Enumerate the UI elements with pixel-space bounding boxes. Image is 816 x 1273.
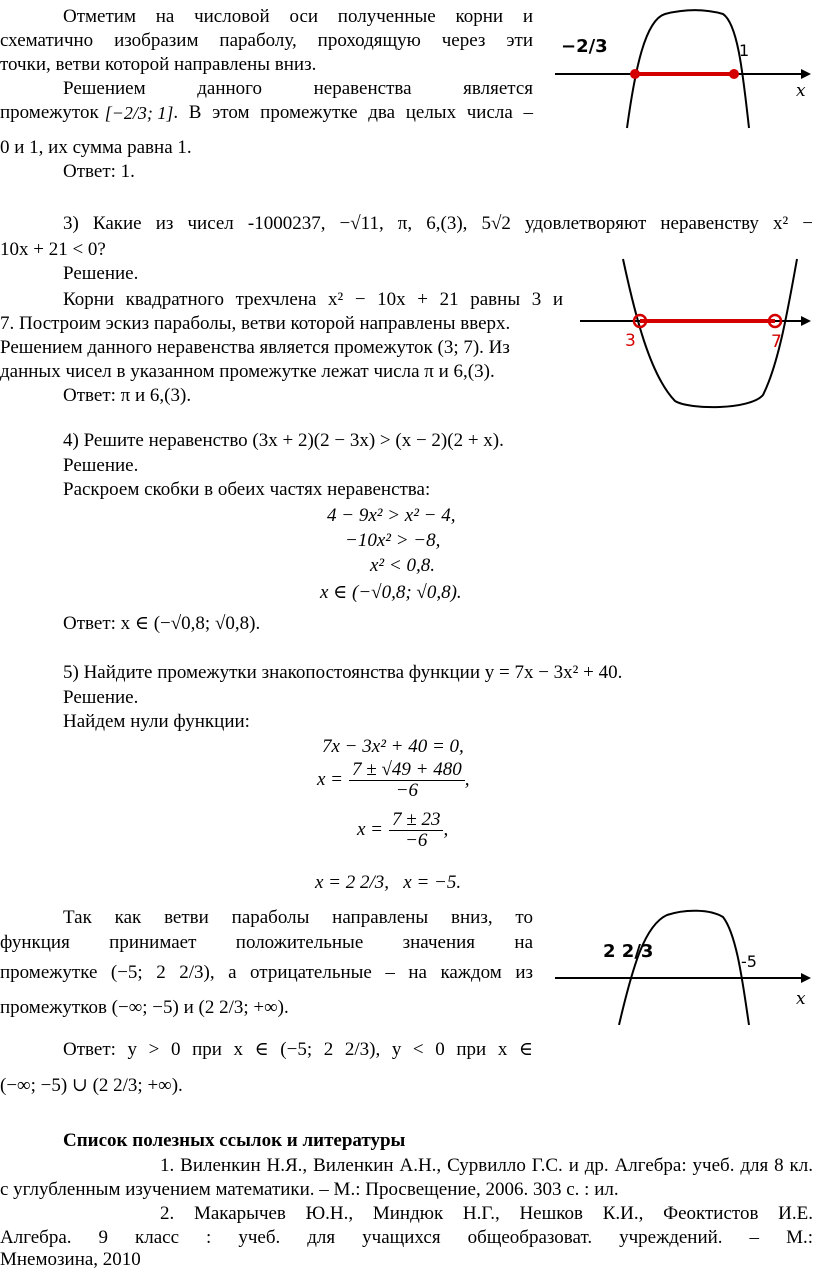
graph1-point-right — [729, 69, 739, 79]
sec3-p-l4: данных чисел в указанном промежутке лежат числа π и 6,(3). — [0, 361, 495, 382]
sec5-eq3-comma: , — [443, 819, 449, 841]
sec5-eq3-den: −6 — [405, 829, 428, 851]
sec5-eq3-num: 7 ± 23 — [389, 810, 443, 831]
graph-3 — [555, 905, 816, 1025]
sec5-answer-l1: Ответ: y > 0 при x ∈ (−5; 2 2/3), y < 0 при x ∈ — [63, 1039, 533, 1060]
sec5-eq3 — [357, 810, 448, 851]
sec5-eq3-frac — [389, 810, 443, 851]
graph3-parabola — [619, 911, 749, 1025]
sec3-p-l3: Решением данного неравенства является промежуток (3; 7). Из — [0, 337, 510, 358]
ref2-l1: 2. Макарычев Ю.Н., Миндюк Н.Г., Нешков К.И., Феоктистов И.Е. — [160, 1203, 813, 1224]
sec4-eq2: −10x² > −8, — [345, 530, 441, 551]
sec5-eq2-num: 7 ± √49 + 480 — [349, 760, 465, 781]
sec5-eq2 — [317, 760, 469, 801]
ref1-l1: 1. Виленкин Н.Я., Виленкин А.Н., Сурвилло Г.С. и др. Алгебра: учеб. для 8 кл. — [160, 1155, 813, 1176]
ref1-l2: с углубленным изучением математики. – М.: Просвещение, 2006. 303 с. : ил. — [0, 1179, 619, 1200]
refs-title: Список полезных ссылок и литературы — [63, 1130, 406, 1151]
sec4-eq4: x ∈ (−√0,8; √0,8). — [320, 582, 462, 603]
sec5-zeros: Найдем нули функции: — [63, 711, 250, 732]
sec4-answer: Ответ: x ∈ (−√0,8; √0,8). — [63, 613, 261, 634]
sec3-p-l1: Корни квадратного трехчлена x² − 10x + 21 равны 3 и — [63, 289, 563, 310]
graph2-right-label: 7 — [771, 332, 782, 352]
sec3-solution: Решение. — [63, 263, 139, 284]
sec5-eq2-frac — [349, 760, 465, 801]
sec5-answer-l2: (−∞; −5) ∪ (2 2/3; +∞). — [0, 1075, 183, 1096]
sec2-p2-l2-b: . В этом промежутке два целых числа – — [173, 102, 533, 123]
graph-2 — [575, 255, 816, 415]
sec3-question-l2: 10x + 21 < 0? — [0, 239, 106, 260]
sec3-question-l1: 3) Какие из чисел -1000237, −√11, π, 6,(3), 5√2 удовлетворяют неравенству x² − — [63, 213, 813, 234]
sec3-answer: Ответ: π и 6,(3). — [63, 385, 192, 406]
sec2-p1-l3: точки, ветви которой направлены вниз. — [0, 54, 317, 75]
graph2-axis-arrow — [801, 316, 811, 326]
sec3-p-l2: 7. Построим эскиз параболы, ветви которой направлены вверх. — [0, 313, 511, 334]
sec2-answer: Ответ: 1. — [63, 161, 135, 182]
sec2-interval: [−2/3; 1] — [104, 102, 174, 123]
graph1-parabola — [627, 10, 749, 128]
sec2-p2-l2 — [0, 100, 533, 126]
graph3-axis-arrow — [801, 973, 811, 983]
sec2-p2-l1: Решением данного неравенства является — [63, 78, 533, 99]
graph3-left-label: 2 2/3 — [603, 941, 654, 962]
ref2-l2: Алгебра. 9 класс : учеб. для учащихся общеобразоват. учреждений. – М.: — [0, 1227, 813, 1248]
sec5-eq2-comma: , — [464, 769, 470, 791]
graph3-right-label: -5 — [741, 952, 757, 971]
sec4-question: 4) Решите неравенство (3x + 2)(2 − 3x) > (x − 2)(2 + x). — [63, 430, 504, 451]
ref2-l3: Мнемозина, 2010 — [0, 1249, 141, 1270]
sec5-eq3-lhs: x = — [357, 819, 384, 841]
graph1-right-label: 1 — [739, 41, 750, 60]
graph1-axis-arrow — [801, 69, 811, 79]
graph3-axis-label: x — [796, 989, 806, 1009]
sec5-solution: Решение. — [63, 687, 139, 708]
sec4-solution: Решение. — [63, 455, 139, 476]
graph-1 — [555, 0, 816, 140]
sec5-question: 5) Найдите промежутки знакопостоянства функции y = 7x − 3x² + 40. — [63, 662, 623, 683]
graph1-left-label: −2/3 — [561, 36, 608, 57]
graph1-axis-label: x — [796, 81, 806, 101]
sec5-p-l3: промежутке (−5; 2 2/3), а отрицательные – на каждом из — [0, 962, 533, 983]
sec5-eq1: 7x − 3x² + 40 = 0, — [322, 736, 464, 757]
sec4-open: Раскроем скобки в обеих частях неравенства: — [63, 479, 431, 500]
sec5-eq4: x = 2 2/3, x = −5. — [315, 872, 462, 893]
sec5-eq2-lhs: x = — [317, 769, 344, 791]
sec5-p-l4: промежутков (−∞; −5) и (2 2/3; +∞). — [0, 997, 289, 1018]
sec5-p-l1: Так как ветви параболы направлены вниз, то — [63, 907, 533, 928]
graph2-left-label: 3 — [625, 331, 636, 351]
sec2-p2-l3: 0 и 1, их сумма равна 1. — [0, 137, 192, 158]
sec4-eq1: 4 − 9x² > x² − 4, — [327, 505, 456, 526]
sec2-p2-l2-a: промежуток — [0, 102, 99, 123]
sec2-p1-l2: схематично изобразим параболу, проходящую через эти — [0, 30, 533, 51]
sec4-eq3: x² < 0,8. — [370, 555, 435, 576]
sec2-p1-l1: Отметим на числовой оси полученные корни и — [63, 6, 533, 27]
graph1-point-left — [630, 69, 640, 79]
sec5-eq2-den: −6 — [395, 779, 419, 801]
sec5-p-l2: функция принимает положительные значения на — [0, 932, 533, 953]
